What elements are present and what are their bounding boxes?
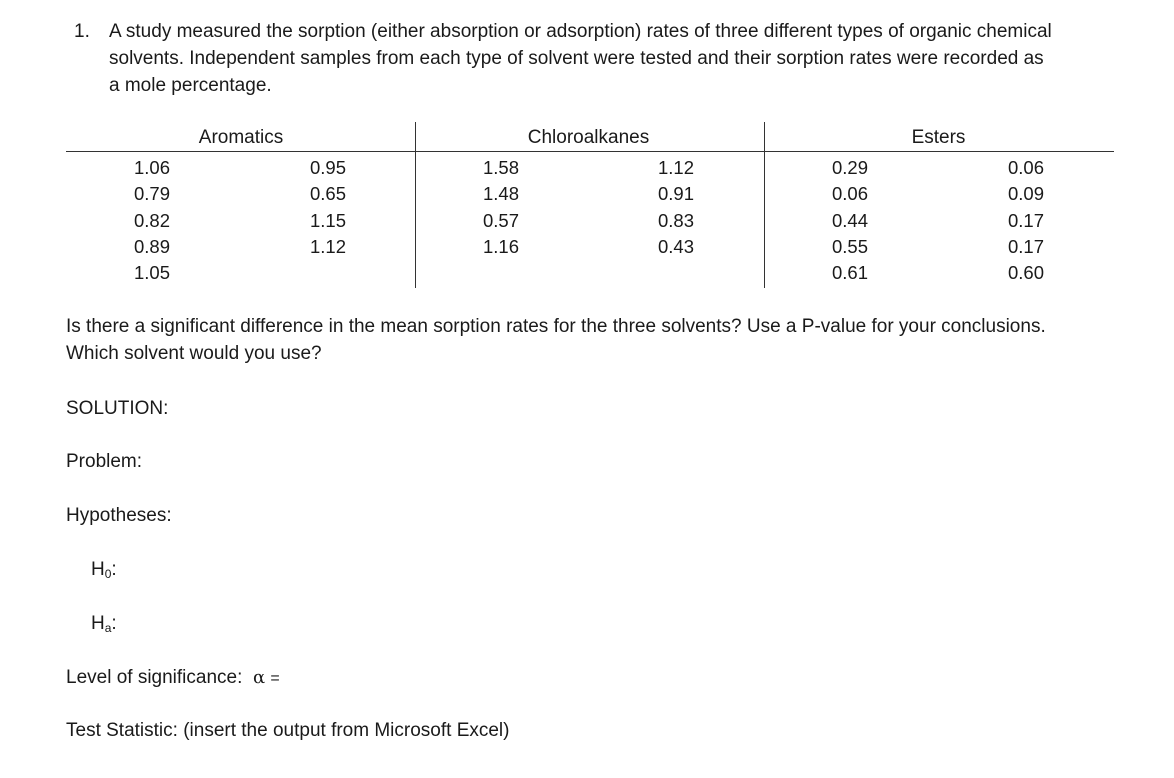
question-text-line-1: A study measured the sorption (either absorption or adsorption) rates of three different types of organic chemical — [109, 21, 1052, 42]
table-cell: 0.17 — [1007, 210, 1044, 231]
ha-subscript: a — [104, 621, 112, 635]
alternative-hypothesis-label — [91, 611, 117, 641]
table-cell: 0.06 — [831, 183, 868, 204]
header-chloroalkanes: Chloroalkanes — [527, 127, 650, 148]
significance-level-label — [66, 665, 280, 692]
table-cell: 1.48 — [482, 183, 519, 204]
h0-colon: : — [111, 559, 117, 580]
table-cell: 0.65 — [309, 183, 346, 204]
header-aromatics: Aromatics — [198, 127, 284, 148]
table-cell: 1.06 — [133, 157, 170, 178]
question-number: 1. — [74, 21, 90, 42]
table-cell: 0.17 — [1007, 236, 1044, 257]
h0-letter: H — [91, 559, 105, 580]
table-cell: 0.55 — [831, 236, 868, 257]
table-cell: 0.44 — [831, 210, 868, 231]
table-cell: 1.16 — [482, 236, 519, 257]
table-cell: 0.83 — [657, 210, 694, 231]
table-cell: 0.95 — [309, 157, 346, 178]
header-rule — [66, 151, 1114, 152]
table-cell: 0.82 — [133, 210, 170, 231]
table-cell: 0.57 — [482, 210, 519, 231]
significance-text: Level of significance: — [66, 667, 243, 688]
header-esters: Esters — [911, 127, 966, 148]
table-cell: 1.12 — [657, 157, 694, 178]
alpha-symbol: α — [252, 667, 266, 688]
table-cell: 0.43 — [657, 236, 694, 257]
h0-subscript: 0 — [104, 567, 112, 581]
table-cell: 0.91 — [657, 183, 694, 204]
table-cell: 0.09 — [1007, 183, 1044, 204]
table-cell: 1.05 — [133, 262, 170, 283]
question-text-line-3: a mole percentage. — [109, 75, 272, 96]
ha-colon: : — [111, 613, 117, 634]
sorption-data-table — [66, 122, 1114, 288]
column-divider-1 — [415, 122, 416, 288]
question-prompt-line-2: Which solvent would you use? — [66, 343, 322, 364]
table-cell: 0.60 — [1007, 262, 1044, 283]
table-cell: 0.79 — [133, 183, 170, 204]
ha-letter: H — [91, 613, 105, 634]
table-cell: 1.58 — [482, 157, 519, 178]
table-cell: 0.89 — [133, 236, 170, 257]
hypotheses-label: Hypotheses: — [66, 505, 172, 526]
table-cell: 0.06 — [1007, 157, 1044, 178]
table-cell: 1.12 — [309, 236, 346, 257]
table-cell: 0.61 — [831, 262, 868, 283]
table-cell: 0.29 — [831, 157, 868, 178]
question-prompt-line-1: Is there a significant difference in the mean sorption rates for the three solvents? Use a P-value for your conclusions. — [66, 316, 1046, 337]
table-cell: 1.15 — [309, 210, 346, 231]
column-divider-2 — [764, 122, 765, 288]
question-text-line-2: solvents. Independent samples from each type of solvent were tested and their sorption rates were recorded as — [109, 48, 1044, 69]
alpha-equals: = — [270, 670, 280, 687]
test-statistic-label: Test Statistic: (insert the output from Microsoft Excel) — [66, 720, 510, 741]
solution-heading: SOLUTION: — [66, 398, 169, 419]
null-hypothesis-label — [91, 557, 117, 587]
problem-label: Problem: — [66, 451, 143, 472]
